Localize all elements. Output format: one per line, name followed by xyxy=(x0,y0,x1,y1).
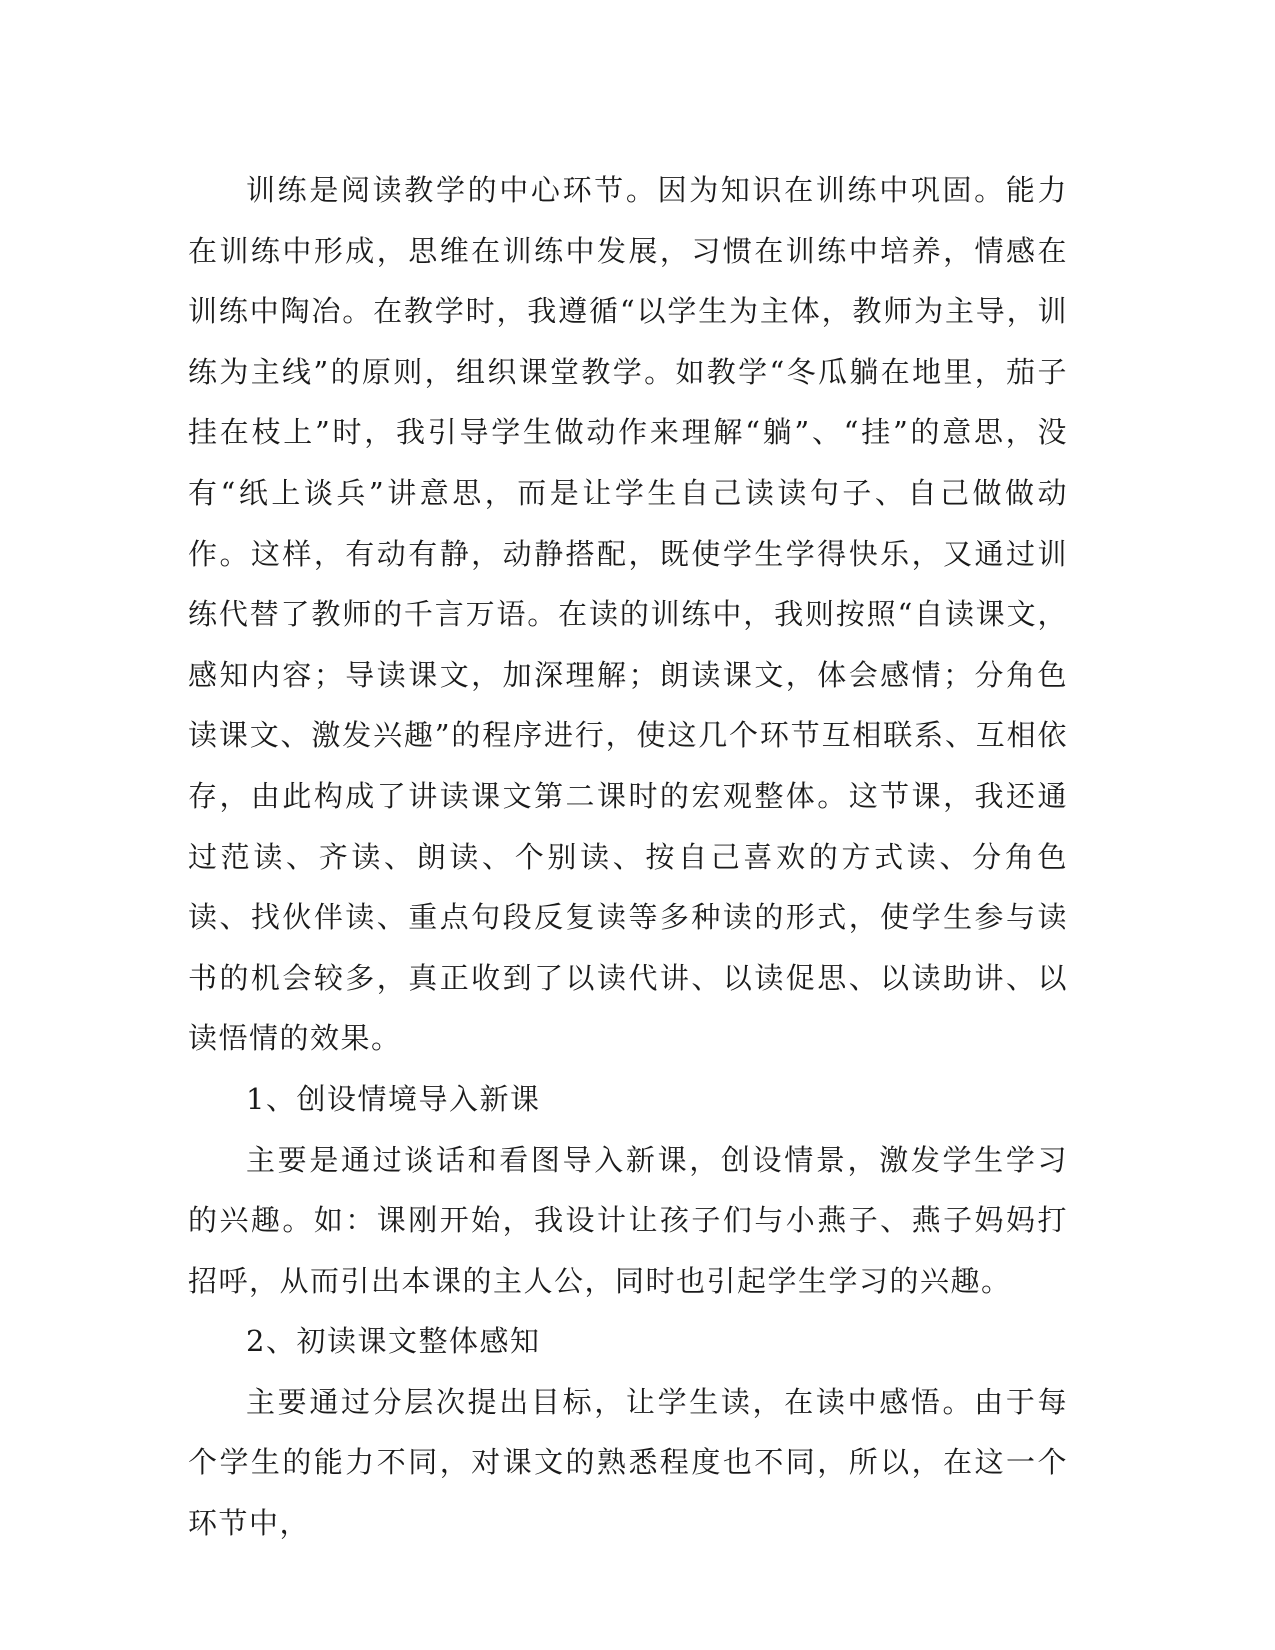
document-body xyxy=(188,160,1068,1554)
paragraph-training: 训练是阅读教学的中心环节。因为知识在训练中巩固。能力在训练中形成，思维在训练中发展，习惯在训练中培养，情感在训练中陶冶。在教学时，我遵循“以学生为主体，教师为主导，训练为主线”的原则，组织课堂教学。如教学“冬瓜躺在地里，茄子挂在枝上”时，我引导学生做动作来理解“躺”、“挂”的意思，没有“纸上谈兵”讲意思，而是让学生自己读读句子、自己做做动作。这样，有动有静，动静搭配，既使学生学得快乐，又通过训练代替了教师的千言万语。在读的训练中，我则按照“自读课文，感知内容；导读课文，加深理解；朗读课文，体会感情；分角色读课文、激发兴趣”的程序进行，使这几个环节互相联系、互相依存，由此构成了讲读课文第二课时的宏观整体。这节课，我还通过范读、齐读、朗读、个别读、按自己喜欢的方式读、分角色读、找伙伴读、重点句段反复读等多种读的形式，使学生参与读书的机会较多，真正收到了以读代讲、以读促思、以读助讲、以读悟情的效果。 xyxy=(188,173,1068,1056)
section-heading-1: 1、创设情境导入新课 xyxy=(246,1081,541,1116)
section-heading-2: 2、初读课文整体感知 xyxy=(246,1324,541,1359)
paragraph-introduction: 主要是通过谈话和看图导入新课，创设情景，激发学生学习的兴趣。如：课刚开始，我设计让孩子们与小燕子、燕子妈妈打招呼，从而引出本课的主人公，同时也引起学生学习的兴趣。 xyxy=(188,1142,1068,1298)
paragraph-first-reading: 主要通过分层次提出目标，让学生读，在读中感悟。由于每个学生的能力不同，对课文的熟悉程度也不同，所以，在这一个环节中， xyxy=(188,1384,1068,1541)
